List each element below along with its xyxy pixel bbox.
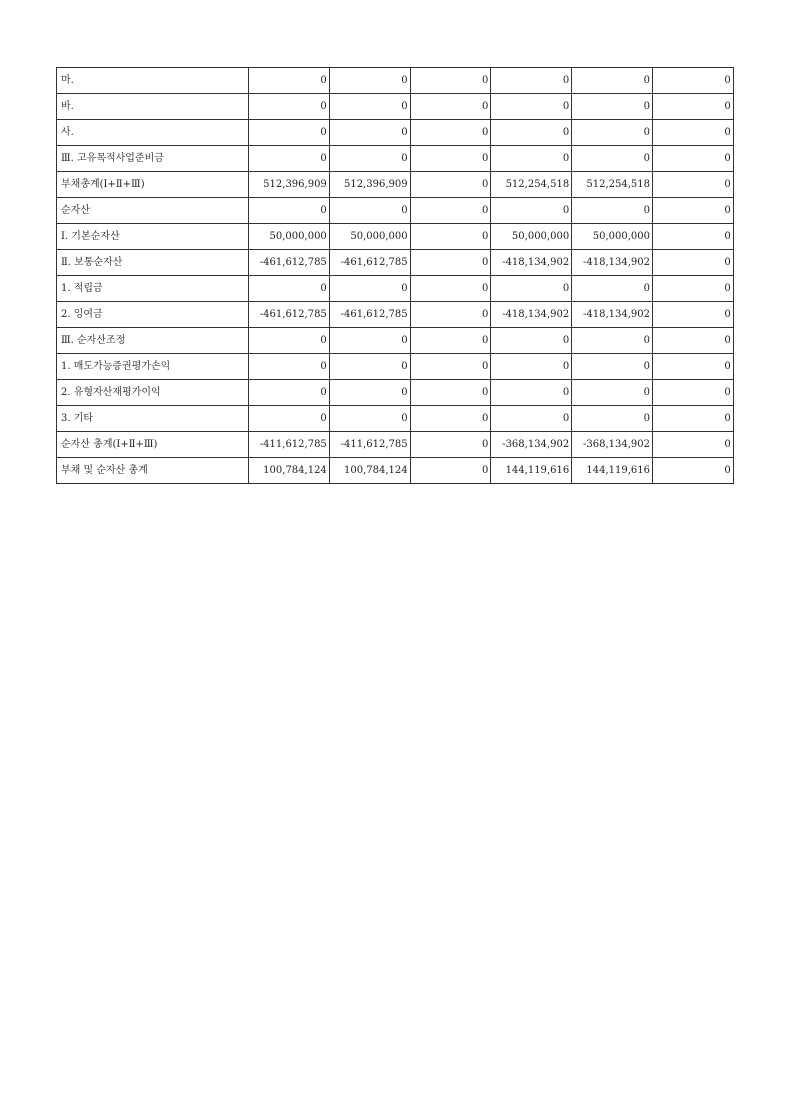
cell-value: 0	[329, 146, 410, 172]
cell-value: 0	[572, 198, 653, 224]
cell-value: 0	[329, 380, 410, 406]
cell-value: 0	[410, 120, 491, 146]
cell-value: -418,134,902	[572, 302, 653, 328]
cell-value: 0	[652, 276, 733, 302]
cell-value: 144,119,616	[491, 458, 572, 484]
cell-value: 0	[249, 328, 330, 354]
row-label: 마.	[57, 68, 249, 94]
cell-value: -461,612,785	[329, 250, 410, 276]
cell-value: 0	[572, 68, 653, 94]
cell-value: 512,254,518	[491, 172, 572, 198]
cell-value: 0	[410, 276, 491, 302]
cell-value: 0	[329, 94, 410, 120]
cell-value: 0	[410, 354, 491, 380]
table-row	[57, 120, 734, 146]
cell-value: -411,612,785	[249, 432, 330, 458]
cell-value: 0	[329, 276, 410, 302]
table-row	[57, 328, 734, 354]
row-label: 3. 기타	[57, 406, 249, 432]
cell-value: 0	[410, 406, 491, 432]
cell-value: 0	[410, 328, 491, 354]
cell-value: 0	[491, 276, 572, 302]
cell-value: 0	[410, 224, 491, 250]
cell-value: 0	[249, 354, 330, 380]
cell-value: 144,119,616	[572, 458, 653, 484]
cell-value: 0	[249, 198, 330, 224]
cell-value: 0	[249, 120, 330, 146]
cell-value: 512,396,909	[329, 172, 410, 198]
cell-value: 0	[410, 172, 491, 198]
cell-value: 0	[652, 120, 733, 146]
cell-value: 0	[329, 68, 410, 94]
cell-value: 50,000,000	[572, 224, 653, 250]
cell-value: 0	[652, 328, 733, 354]
balance-sheet-body	[57, 68, 734, 484]
cell-value: -461,612,785	[249, 302, 330, 328]
financial-statement-page	[56, 67, 733, 484]
cell-value: 0	[410, 432, 491, 458]
cell-value: 0	[652, 380, 733, 406]
cell-value: 0	[329, 120, 410, 146]
cell-value: 0	[652, 94, 733, 120]
cell-value: 0	[491, 68, 572, 94]
table-row	[57, 172, 734, 198]
cell-value: 0	[249, 406, 330, 432]
cell-value: 0	[491, 406, 572, 432]
cell-value: 0	[652, 172, 733, 198]
row-label: 1. 적립금	[57, 276, 249, 302]
cell-value: 0	[652, 302, 733, 328]
table-row	[57, 354, 734, 380]
cell-value: 50,000,000	[329, 224, 410, 250]
cell-value: 0	[652, 146, 733, 172]
cell-value: -418,134,902	[572, 250, 653, 276]
cell-value: 0	[491, 120, 572, 146]
cell-value: 0	[410, 380, 491, 406]
cell-value: 100,784,124	[329, 458, 410, 484]
cell-value: 0	[249, 146, 330, 172]
cell-value: -368,134,902	[572, 432, 653, 458]
row-label: 순자산 총계(Ⅰ+Ⅱ+Ⅲ)	[57, 432, 249, 458]
cell-value: 0	[410, 94, 491, 120]
row-label: 바.	[57, 94, 249, 120]
table-row	[57, 432, 734, 458]
cell-value: 0	[249, 68, 330, 94]
cell-value: -411,612,785	[329, 432, 410, 458]
cell-value: 0	[652, 432, 733, 458]
table-row	[57, 250, 734, 276]
table-row	[57, 302, 734, 328]
balance-sheet-table	[56, 67, 734, 484]
cell-value: 0	[410, 146, 491, 172]
cell-value: 0	[410, 302, 491, 328]
row-label: 2. 유형자산재평가이익	[57, 380, 249, 406]
cell-value: 0	[572, 354, 653, 380]
cell-value: 0	[572, 120, 653, 146]
table-row	[57, 276, 734, 302]
row-label: Ⅲ. 고유목적사업준비금	[57, 146, 249, 172]
cell-value: 0	[572, 406, 653, 432]
table-row	[57, 406, 734, 432]
row-label: Ⅲ. 순자산조정	[57, 328, 249, 354]
cell-value: 0	[491, 354, 572, 380]
cell-value: 0	[491, 328, 572, 354]
row-label: 2. 잉여금	[57, 302, 249, 328]
cell-value: 0	[652, 224, 733, 250]
cell-value: 0	[249, 94, 330, 120]
table-row	[57, 198, 734, 224]
table-row	[57, 146, 734, 172]
cell-value: 0	[652, 198, 733, 224]
cell-value: 0	[491, 94, 572, 120]
row-label: Ⅱ. 보통순자산	[57, 250, 249, 276]
cell-value: 0	[572, 94, 653, 120]
row-label: 부채총계(Ⅰ+Ⅱ+Ⅲ)	[57, 172, 249, 198]
cell-value: -368,134,902	[491, 432, 572, 458]
cell-value: -461,612,785	[249, 250, 330, 276]
cell-value: 0	[572, 380, 653, 406]
table-row	[57, 94, 734, 120]
cell-value: 0	[491, 146, 572, 172]
cell-value: 0	[249, 380, 330, 406]
table-row	[57, 380, 734, 406]
cell-value: 0	[652, 68, 733, 94]
table-row	[57, 458, 734, 484]
cell-value: 0	[572, 146, 653, 172]
cell-value: 0	[249, 276, 330, 302]
cell-value: 0	[329, 406, 410, 432]
cell-value: 0	[410, 68, 491, 94]
cell-value: 512,254,518	[572, 172, 653, 198]
cell-value: 50,000,000	[249, 224, 330, 250]
cell-value: -418,134,902	[491, 250, 572, 276]
row-label: 부채 및 순자산 총계	[57, 458, 249, 484]
cell-value: 0	[329, 354, 410, 380]
cell-value: 0	[410, 250, 491, 276]
cell-value: -461,612,785	[329, 302, 410, 328]
cell-value: 0	[329, 328, 410, 354]
row-label: 사.	[57, 120, 249, 146]
cell-value: 0	[652, 354, 733, 380]
row-label: 1. 매도가능증권평가손익	[57, 354, 249, 380]
cell-value: 0	[410, 198, 491, 224]
cell-value: 0	[572, 328, 653, 354]
cell-value: 0	[329, 198, 410, 224]
cell-value: 512,396,909	[249, 172, 330, 198]
cell-value: -418,134,902	[491, 302, 572, 328]
cell-value: 100,784,124	[249, 458, 330, 484]
cell-value: 0	[572, 276, 653, 302]
cell-value: 0	[652, 406, 733, 432]
row-label: 순자산	[57, 198, 249, 224]
cell-value: 0	[491, 380, 572, 406]
cell-value: 50,000,000	[491, 224, 572, 250]
cell-value: 0	[652, 458, 733, 484]
row-label: Ⅰ. 기본순자산	[57, 224, 249, 250]
cell-value: 0	[410, 458, 491, 484]
table-row	[57, 68, 734, 94]
cell-value: 0	[491, 198, 572, 224]
table-row	[57, 224, 734, 250]
cell-value: 0	[652, 250, 733, 276]
